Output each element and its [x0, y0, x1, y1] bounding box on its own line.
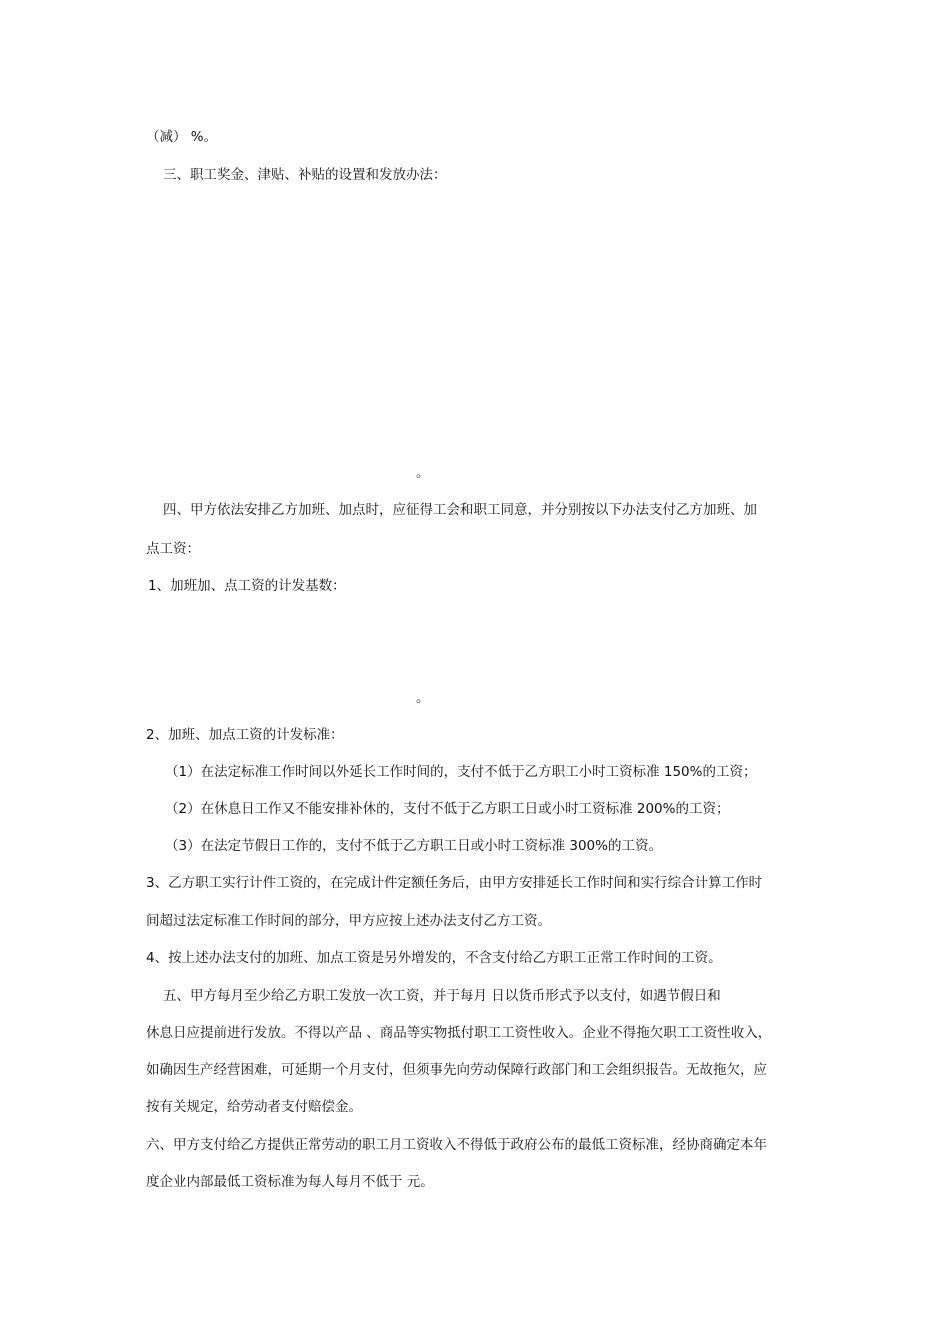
- item-three: 3、乙方职工实行计件工资的，在完成计件定额任务后，由甲方安排延长工作时间和实行综合计算工作时: [146, 875, 763, 891]
- text-line-period: 。: [416, 690, 430, 706]
- item-one-heading: 1、加班加、点工资的计发基数：: [148, 578, 346, 594]
- text-line: 按有关规定，给劳动者支付赔偿金。: [146, 1099, 362, 1115]
- sub-item-3: （3）在法定节假日工作的，支付不低于乙方职工日或小时工资标准 300%的工资。: [165, 838, 662, 854]
- text-line: 间超过法定标准工作时间的部分，甲方应按上述办法支付乙方工资。: [146, 913, 551, 929]
- section-four-heading: 四、甲方依法安排乙方加班、加点时，应征得工会和职工同意，并分别按以下办法支付乙方加班、加: [163, 502, 757, 518]
- text-line-reduction-percent: （减） %。: [146, 129, 218, 145]
- text-line: 度企业内部最低工资标准为每人每月不低于 元。: [146, 1174, 434, 1190]
- sub-item-2: （2）在休息日工作又不能安排补休的，支付不低于乙方职工日或小时工资标准 200%的工资；: [165, 801, 730, 817]
- section-five: 五、甲方每月至少给乙方职工发放一次工资，并于每月 日以货币形式予以支付，如遇节假日和: [163, 988, 721, 1004]
- section-three-heading: 三、职工奖金、津贴、补贴的设置和发放办法：: [163, 167, 447, 183]
- item-two-heading: 2、加班、加点工资的计发标准：: [146, 727, 344, 743]
- text-line-period: 。: [416, 465, 430, 481]
- item-four: 4、按上述办法支付的加班、加点工资是另外增发的，不含支付给乙方职工正常工作时间的工资。: [146, 950, 722, 966]
- text-line: 如确因生产经营困难，可延期一个月支付，但须事先向劳动保障行政部门和工会组织报告。无故拖欠，应: [146, 1062, 767, 1078]
- text-line: 点工资：: [146, 541, 200, 557]
- text-line: 休息日应提前进行发放。不得以产品 、商品等实物抵付职工工资性收入。企业不得拖欠职工工资性收入，: [146, 1025, 772, 1041]
- sub-item-1: （1）在法定标准工作时间以外延长工作时间的，支付不低于乙方职工小时工资标准 150%的工资；: [165, 764, 757, 780]
- section-six: 六、甲方支付给乙方提供正常劳动的职工月工资收入不得低于政府公布的最低工资标准，经协商确定本年: [146, 1137, 767, 1153]
